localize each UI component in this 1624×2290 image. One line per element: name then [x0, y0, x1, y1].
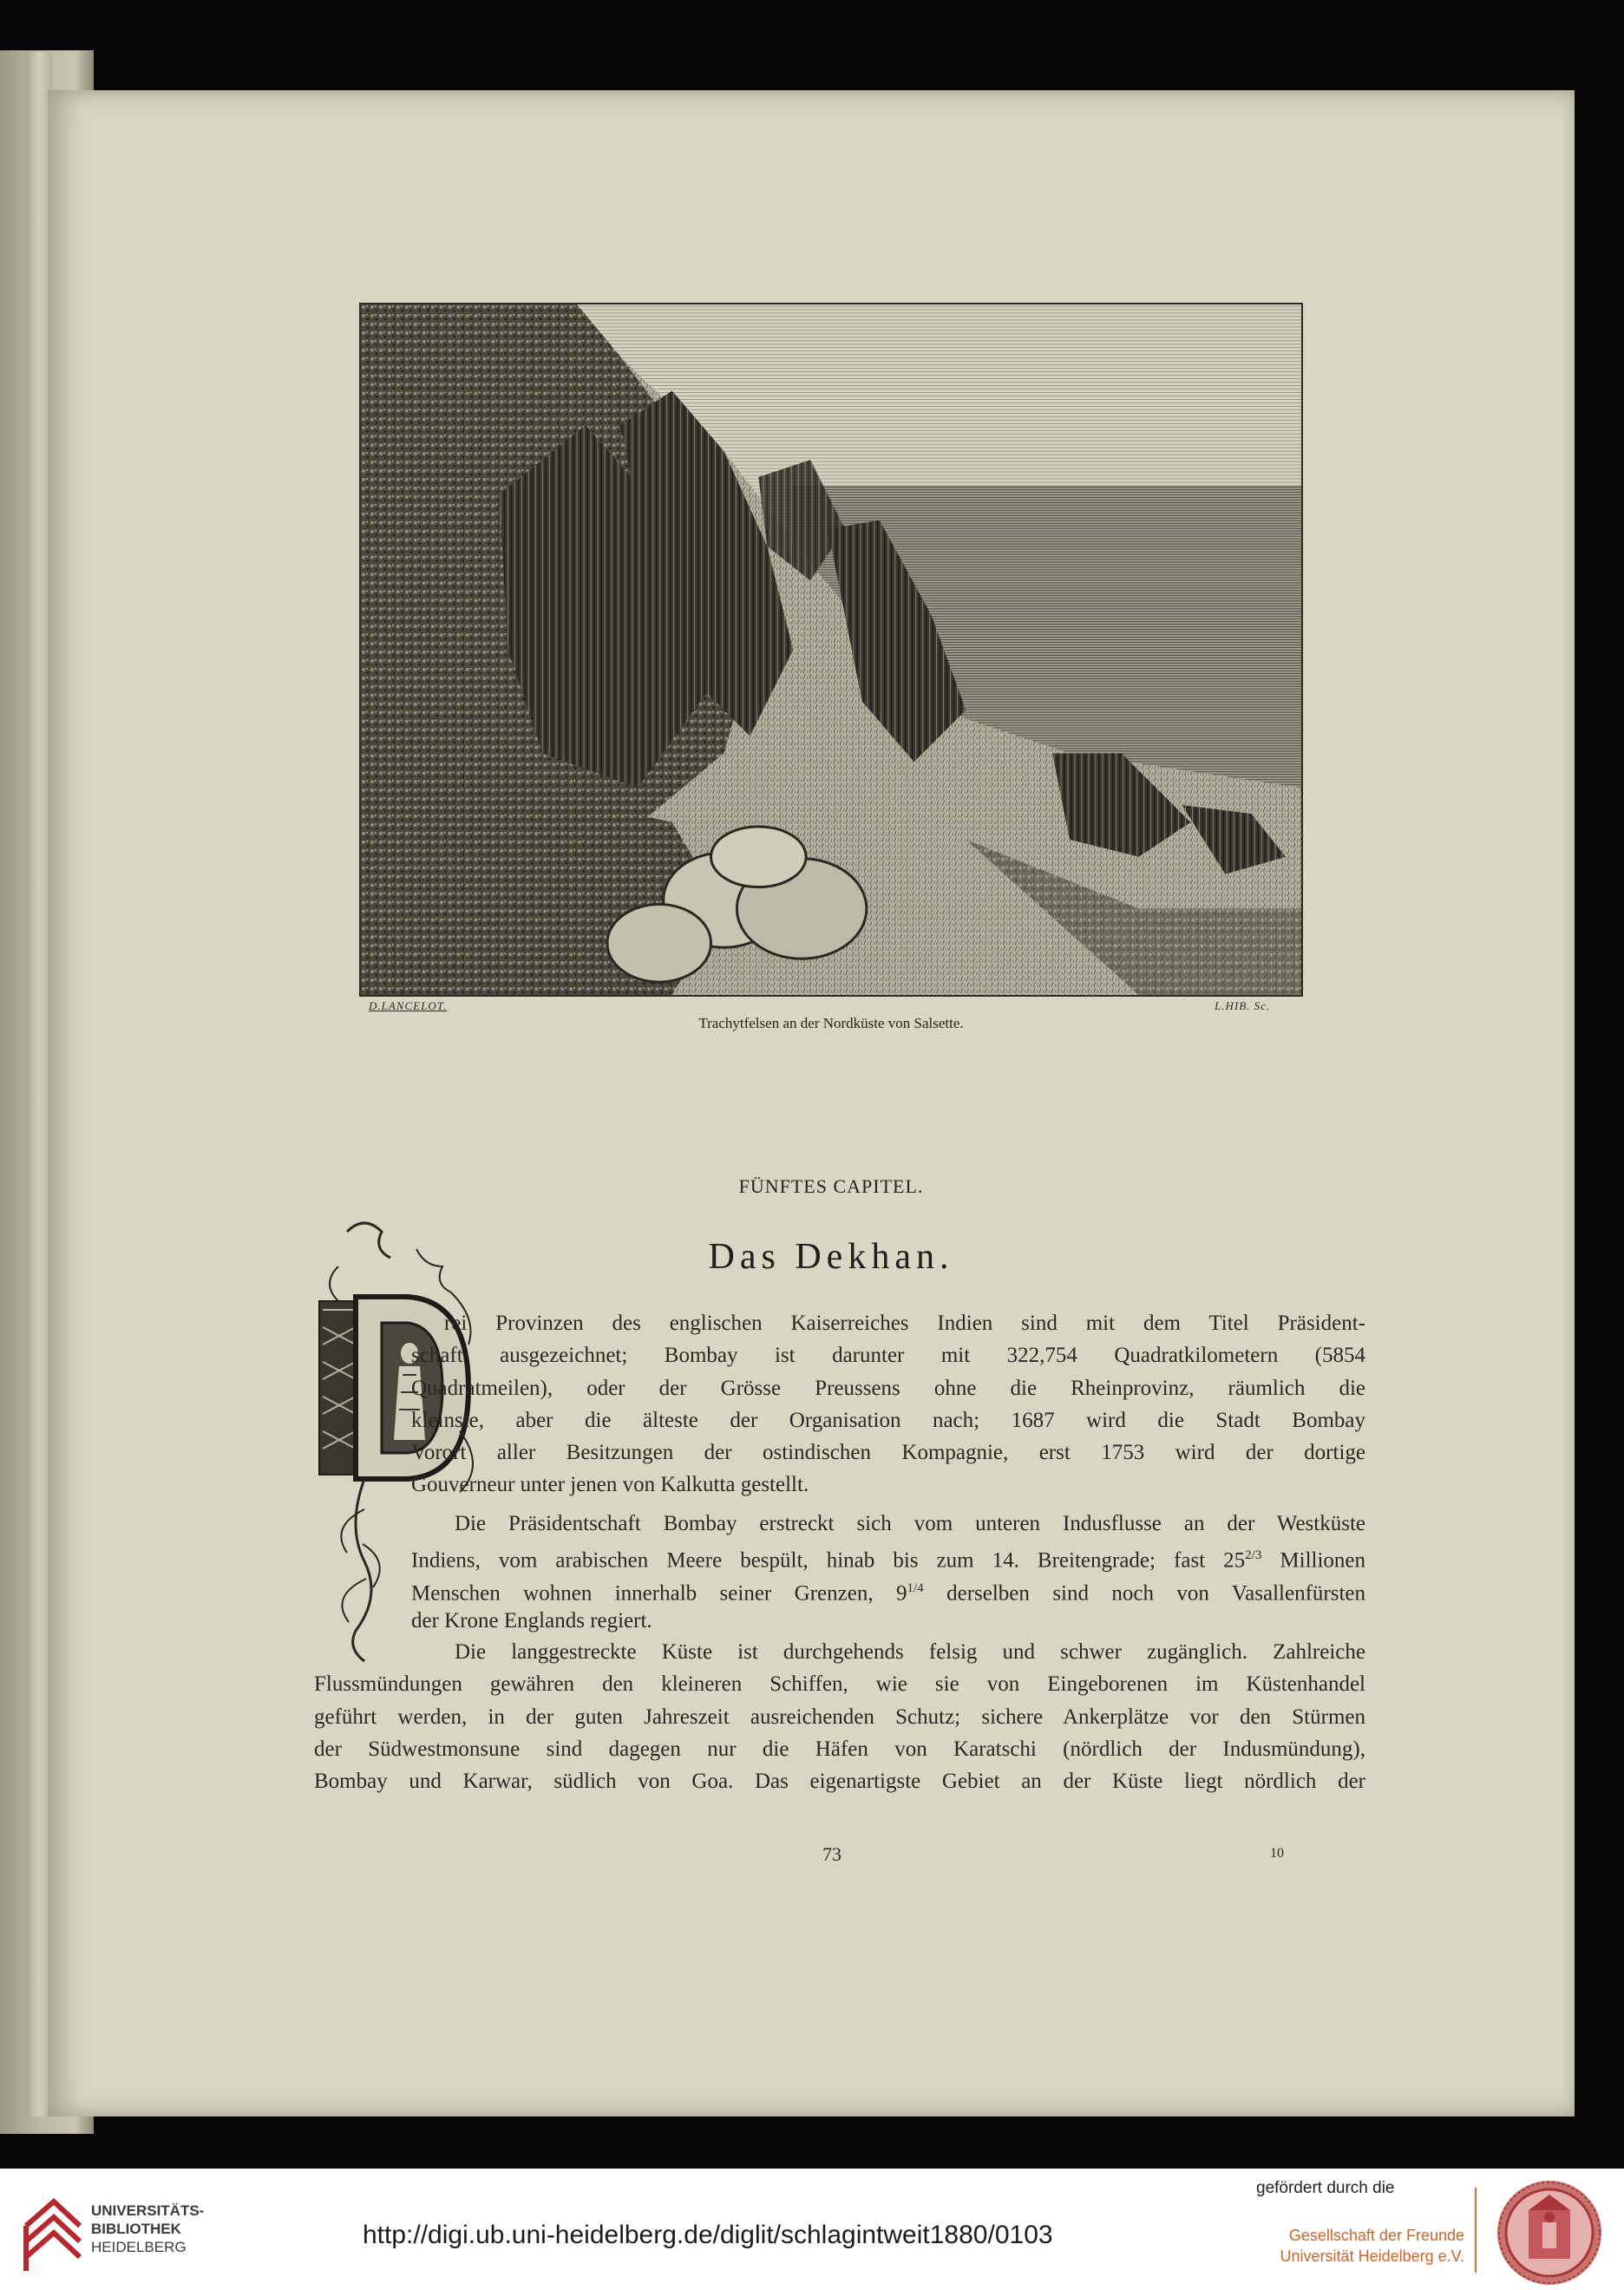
text-line	[314, 1573, 1365, 1605]
paragraph-1	[314, 1307, 1365, 1502]
library-name-line: UNIVERSITÄTS-	[91, 2202, 205, 2219]
sponsor-divider	[1475, 2188, 1477, 2273]
chapter-title: Das Dekhan.	[708, 1237, 954, 1277]
footer-bar	[0, 2169, 1624, 2290]
sponsor-name-line: Universität Heidelberg e.V.	[1280, 2247, 1464, 2265]
library-name	[91, 2202, 204, 2256]
text-line: der Krone Englands regiert.	[411, 1608, 652, 1632]
university-seal-icon	[1494, 2177, 1605, 2288]
sponsor-name-line: Gesellschaft der Freunde	[1288, 2227, 1464, 2244]
sponsor-label: gefördert durch die	[1256, 2179, 1395, 2197]
text-fragment: Millionen	[1280, 1548, 1366, 1573]
illustration-caption: Trachytfelsen an der Nordküste von Salsette.	[698, 1015, 964, 1031]
text-line: Bombay und Karwar, südlich von Goa. Das eigenartigste Gebiet an der Küste liegt nördlich der	[314, 1770, 1365, 1794]
printer-signature-mark: 10	[1270, 1846, 1284, 1861]
text-line: geführt werden, in der guten Jahreszeit ausreichenden Schutz; sichere Ankerplätze vor den Stürmen	[314, 1704, 1365, 1729]
library-name-line: BIBLIOTHEK	[91, 2221, 181, 2237]
text-line: schaft ausgezeichnet; Bombay ist darunter mit 322,754 Quadratkilometern (5854	[411, 1344, 1365, 1368]
paragraph-2	[314, 1508, 1365, 1637]
text-line	[314, 1540, 1365, 1572]
chapter-heading: FÜNFTES CAPITEL.	[738, 1175, 924, 1197]
page-number: 73	[822, 1843, 841, 1865]
text-line: Die Präsidentschaft Bombay erstreckt sich vom unteren Indusflusse an der Westküste	[455, 1512, 1365, 1535]
text-line: Flussmündungen gewähren den kleineren Schiffen, wie sie von Eingeborenen im Küstenhandel	[314, 1672, 1365, 1697]
library-name-line: HEIDELBERG	[91, 2239, 187, 2255]
text-fragment: Indiens, vom arabischen Meere bespült, hinab bis zum 14. Breitengrade; fast 25	[411, 1548, 1246, 1573]
text-fragment: derselben sind noch von Vasallenfürsten	[946, 1580, 1365, 1605]
text-line: Gouverneur unter jenen von Kalkutta gestellt.	[411, 1473, 809, 1497]
text-fragment: Menschen wohnen innerhalb seiner Grenzen, 9	[411, 1580, 907, 1605]
engraving-illustration	[359, 303, 1303, 997]
text-line: Quadratmeilen), oder der Grösse Preussens ohne die Rheinprovinz, räumlich die	[411, 1376, 1365, 1400]
text-line: der Südwestmonsune sind dagegen nur die Häfen von Karatschi (nördlich der Indusmündung),	[314, 1737, 1365, 1761]
permalink-url[interactable]: http://digi.ub.uni-heidelberg.de/diglit/schlagintweit1880/0103	[363, 2221, 1053, 2249]
text-line: kleinste, aber die älteste der Organisation nach; 1687 wird die Stadt Bombay	[411, 1408, 1365, 1432]
sponsor-name	[1256, 2225, 1464, 2267]
text-line: Die langgestreckte Küste ist durchgehends felsig und schwer zugänglich. Zahlreiche	[455, 1640, 1365, 1664]
text-line: Vorort aller Besitzungen der ostindischen Kompagnie, erst 1753 wird der dortige	[411, 1441, 1365, 1465]
paragraph-3	[314, 1636, 1365, 1797]
engraver-signature-left: D.LANCELOT.	[369, 999, 448, 1012]
ub-heidelberg-logo-icon	[19, 2191, 87, 2274]
text-line: rei Provinzen des englischen Kaiserreiches Indien sind mit dem Titel Präsident-	[444, 1312, 1365, 1335]
fraction: 2/3	[1245, 1548, 1262, 1563]
fraction: 1/4	[907, 1580, 924, 1595]
engraver-signature-right: L.HIB. Sc.	[1215, 999, 1271, 1012]
